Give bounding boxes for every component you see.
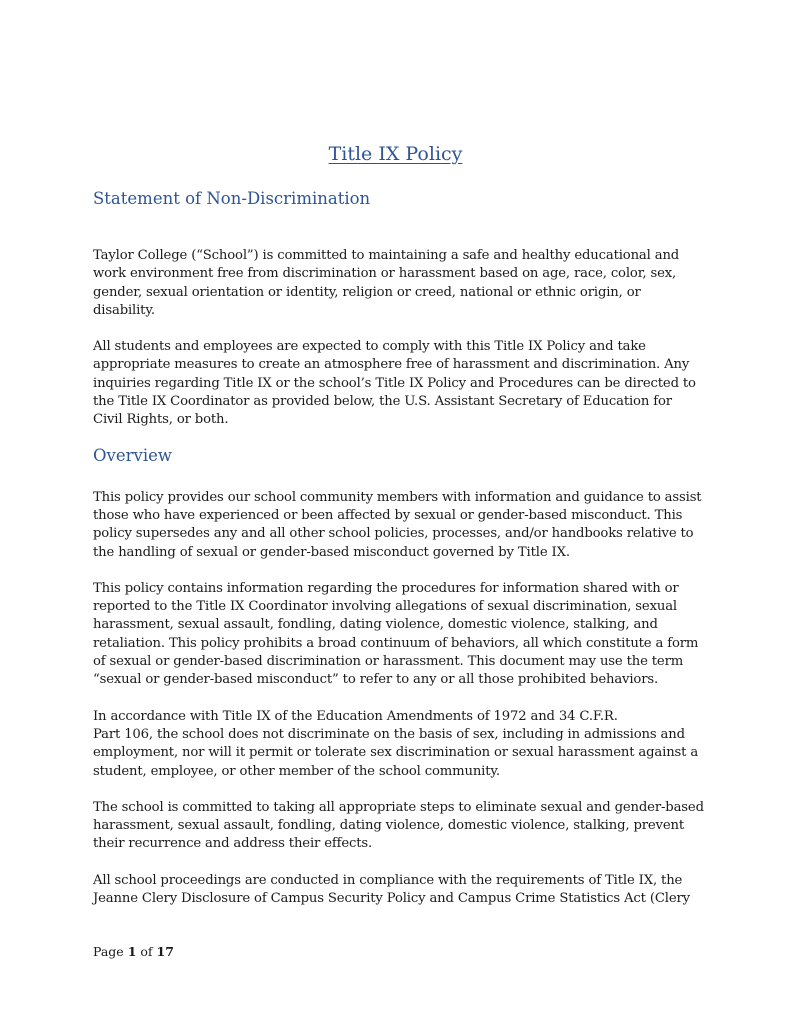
- section-heading-non-discrimination: Statement of Non-Discrimination: [93, 189, 371, 208]
- document-title: Title IX Policy: [328, 143, 463, 165]
- total-page-count: 17: [156, 944, 174, 959]
- page-of-label: of: [140, 944, 153, 959]
- current-page-number: 1: [127, 944, 137, 959]
- section-heading-overview: Overview: [93, 445, 172, 465]
- paragraph-overview-purpose: This policy provides our school community members with information and guidance to assist those who have experienced or been affected by sexual or gender-based misconduct. This policy supersedes any and all other school policies, processes, and/or handbooks relative to the handling of sexual or gender-based misconduct governed by Title IX.: [93, 489, 702, 560]
- paragraph-compliance: All students and employees are expected to comply with this Title IX Policy and take appropriate measures to create an atmosphere free of harassment and discrimination. Any inquiries regarding Title IX or the school’s Title IX Policy and Procedures can be directed to the Title IX Coordinator as provided below, the U.S. Assistant Secretary of Education for Civil Rights, or both.: [93, 339, 696, 428]
- page-label: Page: [93, 944, 124, 959]
- paragraph-overview-procedures: This policy contains information regarding the procedures for information shared with or reported to the Title IX Coordinator involving allegations of sexual discrimination, sexual harassment, sexual assault, fondling, dating violence, domestic violence, stalking, and retaliation. This policy prohibits a broad continuum of behaviors, all which constitute a form of sexual or gender-based discrimination or harassment. This document may use the term “sexual or gender-based misconduct” to refer to any or all those prohibited behaviors.: [93, 580, 699, 688]
- paragraph-overview-commitment: The school is committed to taking all appropriate steps to eliminate sexual and gender-based harassment, sexual assault, fondling, dating violence, domestic violence, stalking, prevent their recurrence and address their effects.: [93, 799, 704, 852]
- document-body: [93, 187, 705, 908]
- paragraph-commitment: Taylor College (“School”) is committed to maintaining a safe and healthy educational and work environment free from discrimination or harassment based on age, race, color, sex, gender, sexual orientation or identity, religion or creed, national or ethnic origin, or disability.: [93, 248, 680, 318]
- paragraph-overview-accordance: In accordance with Title IX of the Education Amendments of 1972 and 34 C.F.R. Part 106, the school does not discriminate on the basis of sex, including in admissions and employment, nor will it permit or tolerate sex discrimination or sexual harassment against a student, employee, or other member of the school community.: [93, 708, 699, 779]
- paragraph-overview-proceedings: All school proceedings are conducted in compliance with the requirements of Title IX, the Jeanne Clery Disclosure of Campus Security Policy and Campus Crime Statistics Act (Clery: [93, 872, 690, 907]
- page-number-footer: [93, 944, 174, 959]
